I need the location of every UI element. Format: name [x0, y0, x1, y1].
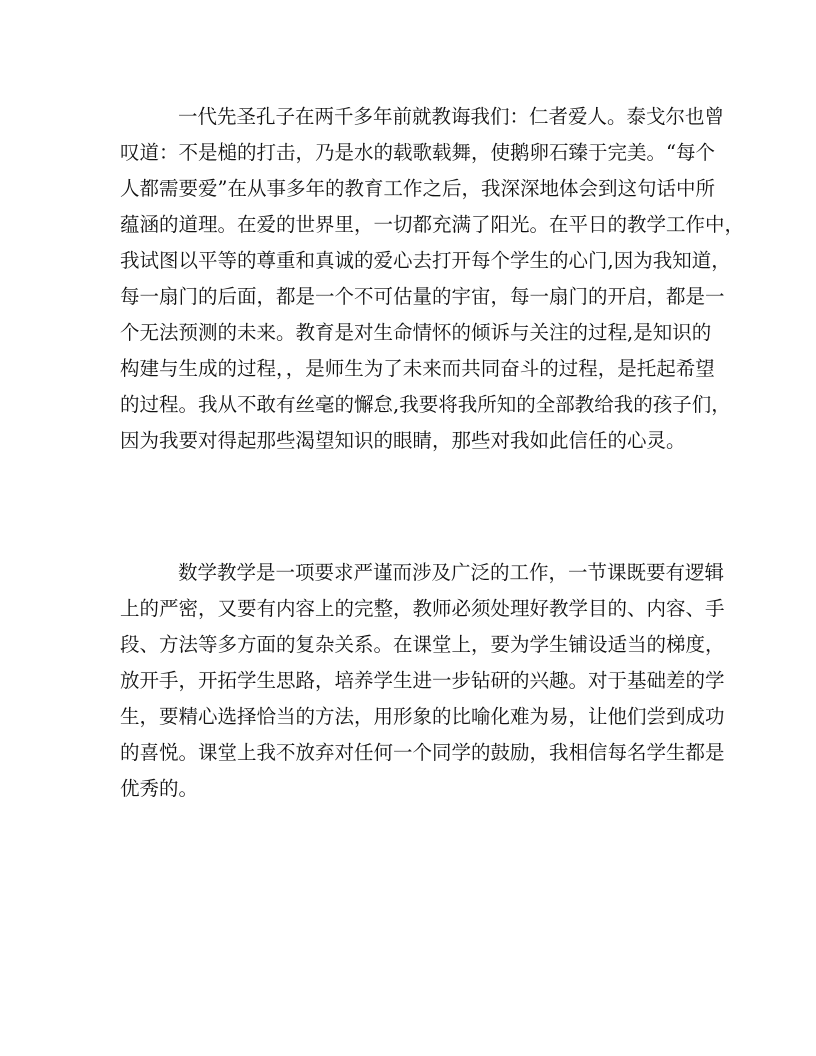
paragraph-line: 蕴涵的道理。在爱的世界里，一切都充满了阳光。在平日的教学工作中，	[120, 213, 745, 236]
paragraph-line: 段、方法等多方面的复杂关系。在课堂上，要为学生铺设适当的梯度，	[120, 633, 725, 656]
paragraph-line: 的过程。我从不敢有丝毫的懈怠,我要将我所知的全部教给我的孩子们，	[120, 393, 731, 416]
paragraph-line: 上的严密，又要有内容上的完整，教师必须处理好教学目的、内容、手	[120, 597, 725, 620]
paragraph-line: 数学教学是一项要求严谨而涉及广泛的工作，一节课既要有逻辑	[178, 561, 725, 584]
paragraph-line: 叹道：不是槌的打击，乃是水的载歌载舞，使鹅卵石臻于完美。“每个	[120, 141, 715, 164]
paragraph-line: 的喜悦。课堂上我不放弃对任何一个同学的鼓励，我相信每名学生都是	[120, 741, 725, 764]
paragraph-line: 因为我要对得起那些渴望知识的眼睛，那些对我如此信任的心灵。	[120, 429, 686, 452]
paragraph-line: 一代先圣孔子在两千多年前就教诲我们：仁者爱人。泰戈尔也曾	[178, 105, 725, 128]
paragraph-line: 构建与生成的过程，，是师生为了未来而共同奋斗的过程，是托起希望	[120, 357, 715, 380]
paragraph-line: 个无法预测的未来。教育是对生命情怀的倾诉与关注的过程,是知识的	[120, 321, 712, 344]
paragraph-line: 人都需要爱”在从事多年的教育工作之后，我深深地体会到这句话中所	[120, 177, 715, 200]
paragraph-line: 生，要精心选择恰当的方法，用形象的比喻化难为易，让他们尝到成功	[120, 705, 725, 728]
paragraph-line: 放开手，开拓学生思路，培养学生进一步钻研的兴趣。对于基础差的学	[120, 669, 725, 692]
paragraph-line: 我试图以平等的尊重和真诚的爱心去打开每个学生的心门,因为我知道，	[120, 249, 731, 272]
paragraph-line: 每一扇门的后面，都是一个不可估量的宇宙，每一扇门的开启，都是一	[120, 285, 725, 308]
paragraph-line: 优秀的。	[120, 777, 199, 800]
